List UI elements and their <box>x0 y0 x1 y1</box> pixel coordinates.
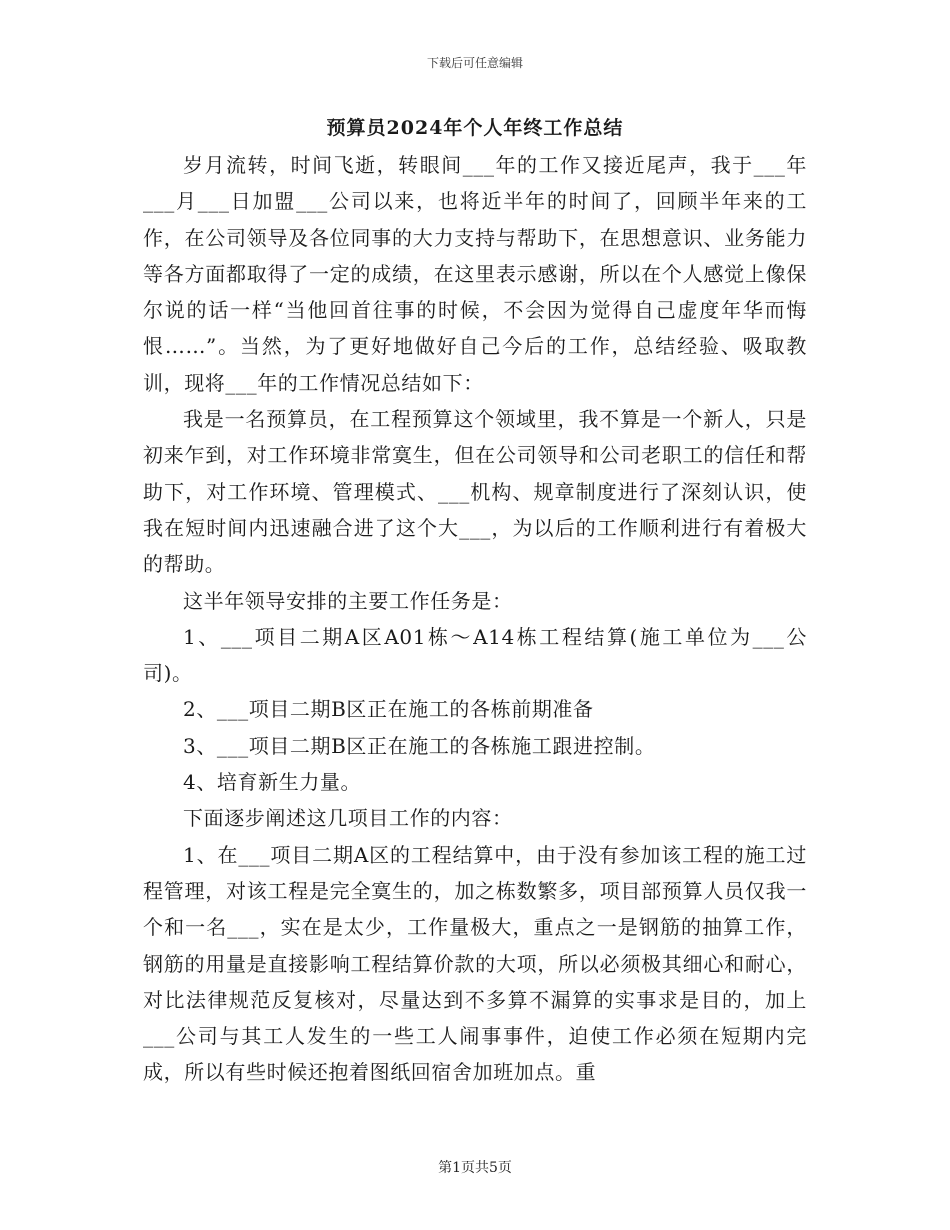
paragraph-details-heading: 下面逐步阐述这几项目工作的内容： <box>183 806 513 831</box>
page-number: 第1页共5页 <box>438 1160 512 1176</box>
paragraph-task-3: 3、___项目二期B区正在施工的各栋施工跟进控制。 <box>183 733 656 758</box>
document-title: 预算员2024年个人年终工作总结 <box>326 117 624 139</box>
header-note: 下载后可任意编辑 <box>426 56 523 70</box>
paragraph-intro: 岁月流转，时间飞逝，转眼间___年的工作又接近尾声，我于___年___月___日加盟___公司以来，也将近半年的时间了，回顾半年来的工作，在公司领导及各位同事的大力支持与帮助下，在思想意识、业务能力等各方面都取得了一定的成绩，在这里表示感谢，所以在个人感觉上像保尔说的话一样“当他回首往事的时候，不会因为觉得自己虚度年华而悔恨……”。当然，为了更好地做好自己今后的工作，总结经验、吸取教训，现将___年的工作情况总结如下： <box>143 153 807 395</box>
paragraph-task-2: 2、___项目二期B区正在施工的各栋前期准备 <box>183 697 594 722</box>
paragraph-role: 我是一名预算员，在工程预算这个领域里，我不算是一个新人，只是初来乍到，对工作环境非常寞生，但在公司领导和公司老职工的信任和帮助下，对工作环境、管理模式、___机构、规章制度进行了深刻认识，使我在短时间内迅速融合进了这个大___，为以后的工作顺利进行有着极大的帮助。 <box>143 407 807 577</box>
paragraph-task-1: 1、___项目二期A区A01栋～A14栋工程结算(施工单位为___公司)。 <box>143 624 807 686</box>
document-body <box>143 147 807 1091</box>
paragraph-tasks-heading: 这半年领导安排的主要工作任务是： <box>183 588 513 613</box>
paragraph-detail-1: 1、在___项目二期A区的工程结算中，由于没有参加该工程的施工过程管理，对该工程是完全寞生的，加之栋数繁多，项目部预算人员仅我一个和一名___，实在是太少，工作量极大，重点之一是钢筋的抽算工作，钢筋的用量是直接影响工程结算价款的大项，所以必须极其细心和耐心，对比法律规范反复核对，尽量达到不多算不漏算的实事求是目的，加上___公司与其工人发生的一些工人闹事事件，迫使工作必须在短期内完成，所以有些时候还抱着图纸回宿舍加班加点。重 <box>143 842 807 1085</box>
paragraph-task-4: 4、培育新生力量。 <box>183 770 362 795</box>
